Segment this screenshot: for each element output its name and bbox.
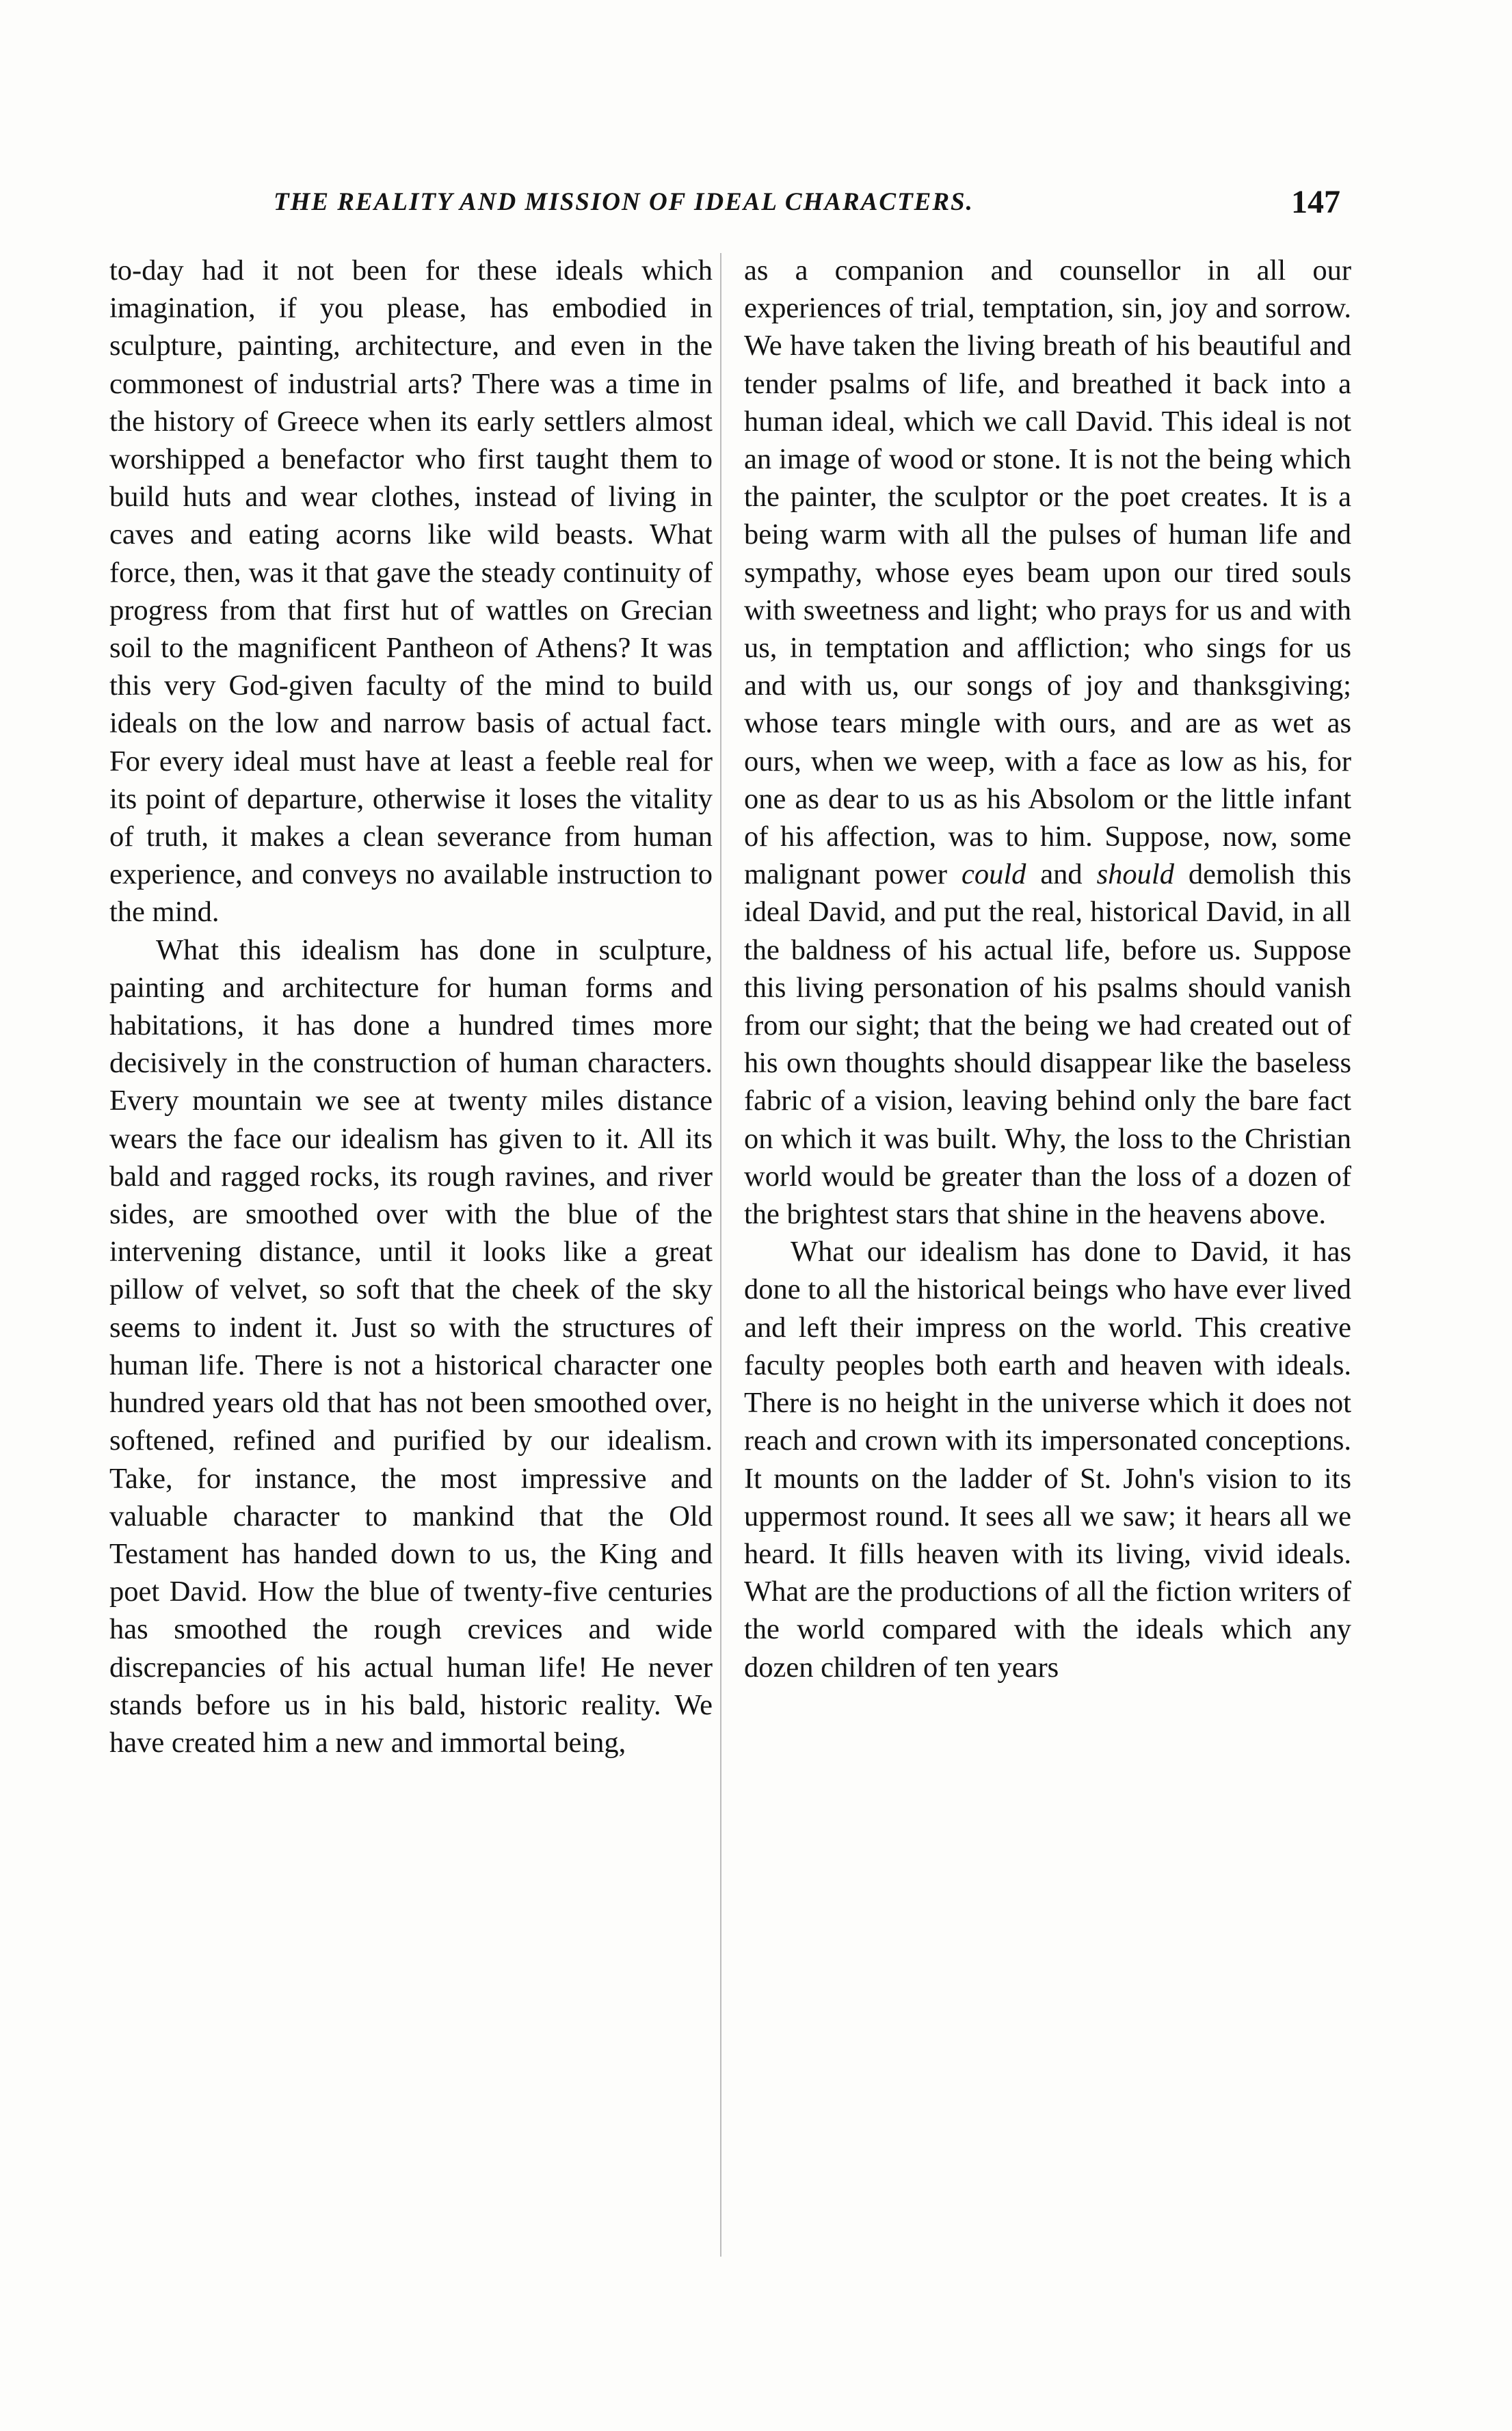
page-number: 147 [1291,184,1340,220]
paragraph-text: as a companion and counsellor in all our experiences of trial, temptation, sin, joy and sorrow. We have taken the living breath of his beautiful and tender psalms of life, and breathed it back into a human ideal, which we call David. This ideal is not an image of wood or stone. It is not the being which the painter, the sculptor or the poet creates. It is a being warm with all the pulses of human life and sympathy, whose eyes beam upon our tired souls with sweetness and light; who prays for us and with us, in temptation and affliction; who sings for us and with us, our songs of joy and thanksgiving; whose tears mingle with ours, and are as wet as ours, when we weep, with a face as low as his, for one as dear to us as his Absolom or the little infant of his affection, was to him. Suppose, now, some malignant power [744,254,1351,891]
body-paragraph: What our idealism has done to David, it has done to all the historical beings who have ever lived and left their impress on the world. This creative faculty peoples both earth and heaven with ideals. There is no height in the universe which it does not reach and crown with its impersonated conceptions. It mounts on the ladder of St. John's vision to its uppermost round. It sees all we saw; it hears all we heard. It fills heaven with its living, vivid ideals. What are the productions of all the fiction writers of the world compared with the ideals which any dozen children of ten years [744,1236,1351,1684]
running-head [274,183,1340,231]
right-column [744,252,1351,1686]
body-paragraph: to-day had it not been for these ideals which imagination, if you please, has embodied in sculpture, painting, architecture, and even in the commonest of industrial arts? There was a time in the history of Greece when its early settlers almost worshipped a benefactor who first taught them to build huts and wear clothes, instead of living in caves and eating acorns like wild beasts. What force, then, was it that gave the steady continuity of progress from that first hut of wattles on Grecian soil to the magnificent Pantheon of Athens? It was this very God-given faculty of the mind to build ideals on the low and narrow basis of actual fact. For every ideal must have at least a feeble real for its point of departure, otherwise it loses the vitality of truth, it makes a clean severance from human experience, and conveys no available instruction to the mind. [109,254,713,929]
paragraph-text: demolish this ideal David, and put the real, historical David, in all the baldness of his actual life, before us. Suppose this living personation of his psalms should vanish from our sight; that the being we had created out of his own thoughts should disappear like the baseless fabric of a vision, leaving behind only the bare fact on which it was built. Why, the loss to the Christian world would be greater than the loss of a dozen of the brightest stars that shine in the heavens above. [744,858,1351,1231]
paragraph-text: and [1026,858,1097,891]
column-divider [720,253,721,2257]
body-paragraph [744,252,1351,1233]
body-paragraph: What this idealism has done in sculpture, painting and architecture for human forms and habitations, it has done a hundred times more decisively in the construction of human characters. Every mountain we see at twenty miles distance wears the face our idealism has given to it. All its bald and ragged rocks, its rough ravines, and river sides, are smoothed over with the blue of the intervening distance, until it looks like a great pillow of velvet, so soft that the cheek of the sky seems to indent it. Just so with the structures of human life. There is not a historical character one hundred years old that has not been smoothed over, softened, refined and purified by our idealism. Take, for instance, the most impressive and valuable character to mankind that the Old Testament has handed down to us, the King and poet David. How the blue of twenty-five centuries has smoothed the rough crevices and wide discrepancies of his actual human life! He never stands before us in his bald, historic reality. We have created him a new and immortal being, [109,933,713,1759]
left-column [109,252,713,1762]
running-title: THE REALITY AND MISSION OF IDEAL CHARACTERS. [274,188,974,216]
emphasis-text: should [1096,858,1174,891]
emphasis-text: could [961,858,1026,891]
